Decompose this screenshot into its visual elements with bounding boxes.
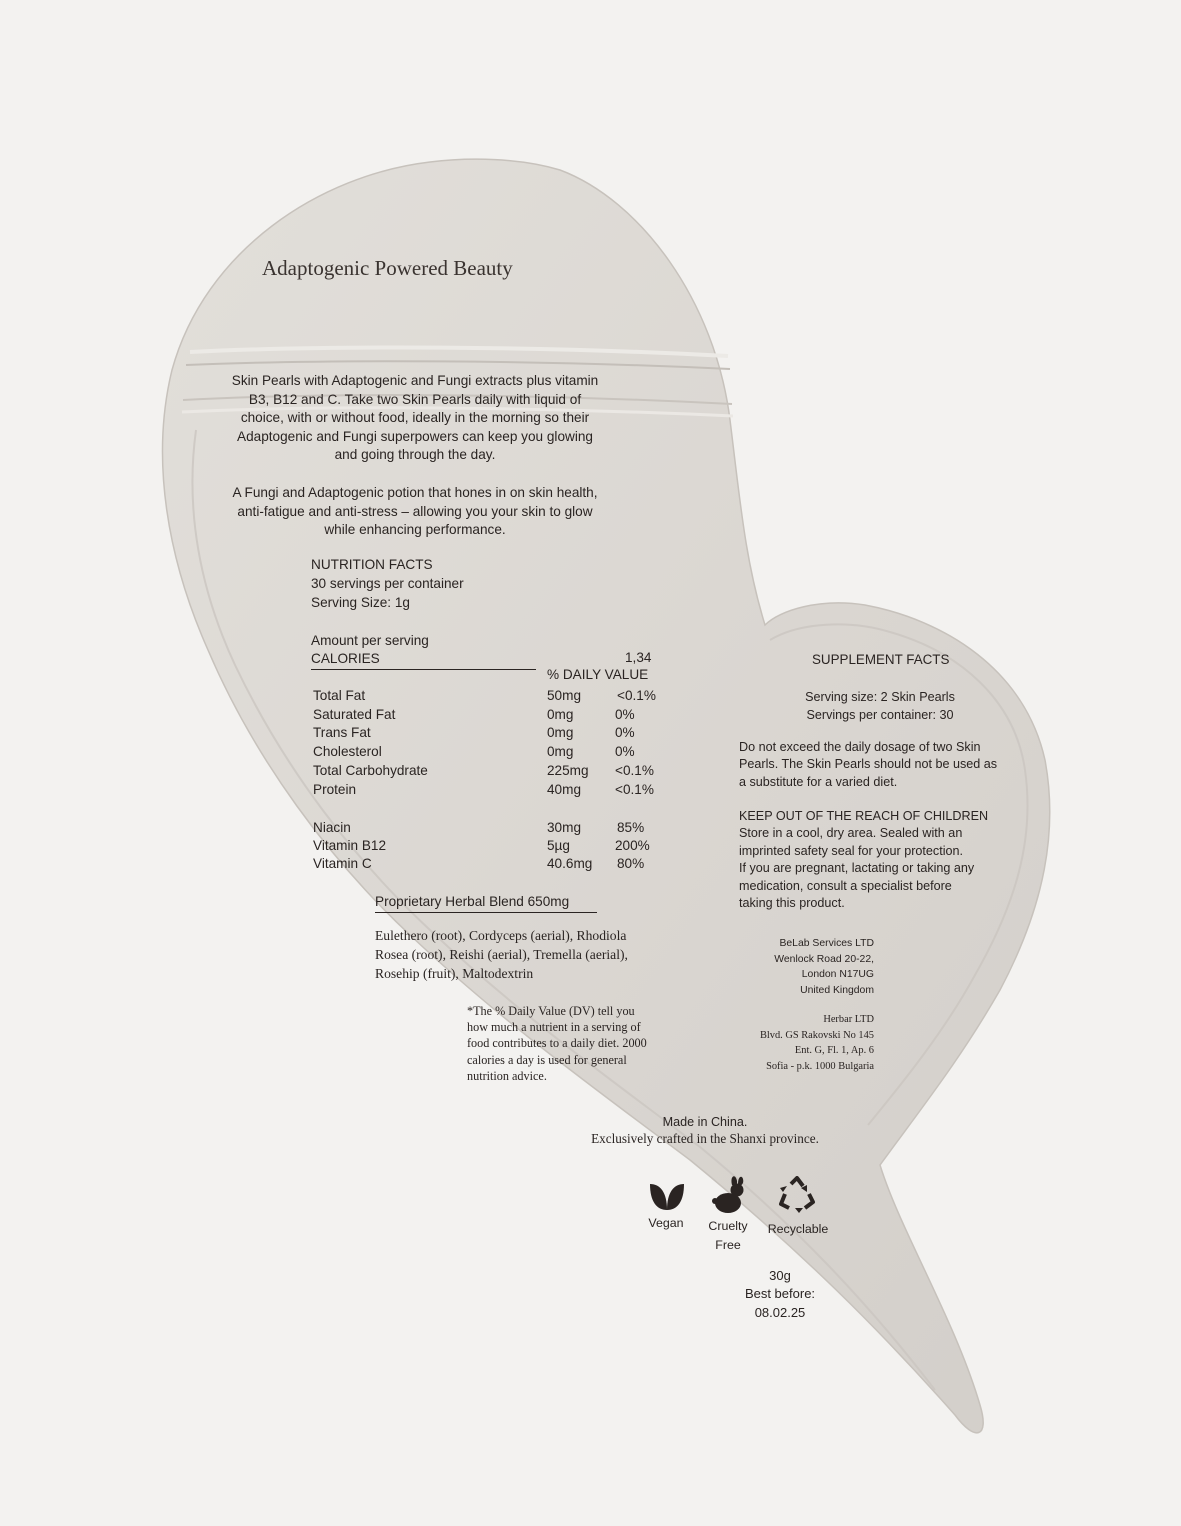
address-line: Ent. G, Fl. 1, Ap. 6 (794, 1045, 874, 1057)
warning-line: Store in a cool, dry area. Sealed with an (739, 826, 963, 841)
nutrition-facts-heading: NUTRITION FACTS (311, 557, 433, 572)
footnote-line: how much a nutrient in a serving of (467, 1020, 641, 1035)
warning-line: taking this product. (739, 896, 845, 911)
belab-address (700, 936, 874, 998)
vitamin-amount: 5µg (547, 838, 570, 853)
warning-line: If you are pregnant, lactating or taking any (739, 861, 975, 876)
description-paragraph-1 (170, 372, 660, 465)
dosage-warning (739, 739, 997, 791)
ingredients-line: Rosehip (fruit), Maltodextrin (375, 966, 534, 981)
calories-value: 1,34 (625, 650, 652, 665)
nutrient-amount: 50mg (547, 688, 582, 703)
cruelty-free-label (696, 1217, 760, 1255)
address-line: Sofia - p.k. 1000 Bulgaria (766, 1060, 874, 1072)
cruelty-free-line: Cruelty (708, 1219, 748, 1233)
herbal-blend-ingredients (375, 926, 628, 983)
serving-size: Serving Size: 1g (311, 595, 410, 610)
supplement-servings: Servings per container: 30 (806, 708, 954, 722)
nutrient-name: Protein (313, 782, 357, 797)
best-before-date: 08.02.25 (754, 1305, 806, 1320)
vitamin-name: Vitamin C (313, 856, 372, 871)
address-line: Herbar LTD (823, 1014, 874, 1025)
calories-label: CALORIES (311, 651, 380, 666)
children-warning (739, 808, 988, 912)
warning-line: Do not exceed the daily dosage of two Skin (739, 740, 981, 754)
vitamin-amount: 40.6mg (547, 856, 593, 871)
leaf-icon (648, 1180, 686, 1214)
address-line: Blvd. GS Rakovski No 145 (759, 1029, 874, 1041)
description-line: B3, B12 and C. Take two Skin Pearls daily with liquid of (248, 391, 582, 407)
nutrient-dv: 0% (615, 707, 635, 722)
ingredients-line: Rosea (root), Reishi (aerial), Tremella (aerial), (375, 947, 628, 962)
nutrient-name: Saturated Fat (313, 707, 396, 722)
description-line: A Fungi and Adaptogenic potion that hones in on skin health, (232, 485, 598, 500)
nutrient-dv: 0% (615, 744, 635, 759)
cruelty-free-line: Free (715, 1238, 741, 1252)
nutrient-dv: <0.1% (615, 763, 654, 778)
nutrient-dv: <0.1% (615, 782, 654, 797)
supplement-serving-size: Serving size: 2 Skin Pearls (805, 690, 955, 704)
vitamin-amount: 30mg (547, 820, 582, 835)
description-line: Adaptogenic and Fungi superpowers can keep you glowing (237, 428, 593, 444)
warning-line: KEEP OUT OF THE REACH OF CHILDREN (739, 809, 989, 823)
warning-line: a substitute for a varied diet. (739, 774, 898, 789)
herbar-address (690, 1012, 874, 1074)
nutrient-amount: 0mg (547, 744, 574, 759)
vitamin-dv: 200% (615, 838, 650, 853)
supplement-facts-heading: SUPPLEMENT FACTS (812, 652, 950, 667)
footnote-line: nutrition advice. (467, 1068, 547, 1083)
nutrient-dv: <0.1% (617, 688, 656, 703)
net-weight: 30g (769, 1268, 791, 1283)
description-line: while enhancing performance. (324, 522, 506, 538)
footnote-line: calories a day is used for general (467, 1052, 627, 1067)
description-paragraph-2 (170, 484, 660, 540)
footnote-line: food contributes to a daily diet. 2000 (467, 1036, 647, 1051)
vitamin-name: Vitamin B12 (313, 838, 387, 853)
recyclable-label: Recyclable (767, 1222, 829, 1236)
nutrient-name: Total Fat (313, 688, 366, 703)
product-title: Adaptogenic Powered Beauty (262, 256, 513, 280)
description-line: Skin Pearls with Adaptogenic and Fungi extracts plus vitamin (231, 373, 599, 388)
nutrient-name: Trans Fat (313, 725, 371, 740)
nutrient-amount: 0mg (547, 707, 574, 722)
daily-value-footnote (467, 1003, 647, 1084)
servings-per-container: 30 servings per container (311, 576, 464, 591)
vitamin-dv: 80% (617, 856, 645, 871)
best-before-label: Best before: (744, 1286, 816, 1301)
nutrient-amount: 40mg (547, 782, 582, 797)
rabbit-icon (708, 1175, 748, 1215)
nutrient-amount: 0mg (547, 725, 574, 740)
nutrient-name: Total Carbohydrate (313, 763, 428, 778)
vitamin-name: Niacin (313, 820, 351, 835)
description-line: and going through the day. (334, 447, 496, 463)
warning-line: medication, consult a specialist before (739, 878, 952, 893)
crafted-in-label: Exclusively crafted in the Shanxi province. (591, 1131, 819, 1146)
nutrient-amount: 225mg (547, 763, 589, 778)
warning-line: imprinted safety seal for your protection. (739, 843, 963, 858)
description-line: choice, with or without food, ideally in the morning so their (240, 410, 590, 426)
nutrient-name: Cholesterol (313, 744, 382, 759)
vitamin-dv: 85% (617, 820, 645, 835)
nutrient-dv: 0% (615, 725, 635, 740)
vegan-label: Vegan (648, 1216, 684, 1230)
recycle-icon (777, 1176, 817, 1214)
footnote-line: *The % Daily Value (DV) tell you (467, 1004, 635, 1018)
address-line: BeLab Services LTD (779, 938, 874, 949)
calories-divider (311, 669, 536, 670)
amount-per-serving: Amount per serving (311, 633, 429, 648)
daily-value-header: % DAILY VALUE (547, 667, 649, 682)
made-in-label: Made in China. (662, 1115, 748, 1129)
address-line: United Kingdom (800, 984, 874, 996)
herbal-blend-heading: Proprietary Herbal Blend 650mg (375, 894, 570, 909)
herbal-blend-underline (375, 912, 597, 913)
address-line: London N17UG (801, 969, 874, 981)
description-line: anti-fatigue and anti-stress – allowing you your skin to glow (237, 503, 593, 519)
warning-line: Pearls. The Skin Pearls should not be used as (739, 757, 998, 772)
address-line: Wenlock Road 20-22, (774, 953, 874, 965)
ingredients-line: Eulethero (root), Cordyceps (aerial), Rhodiola (375, 928, 627, 943)
